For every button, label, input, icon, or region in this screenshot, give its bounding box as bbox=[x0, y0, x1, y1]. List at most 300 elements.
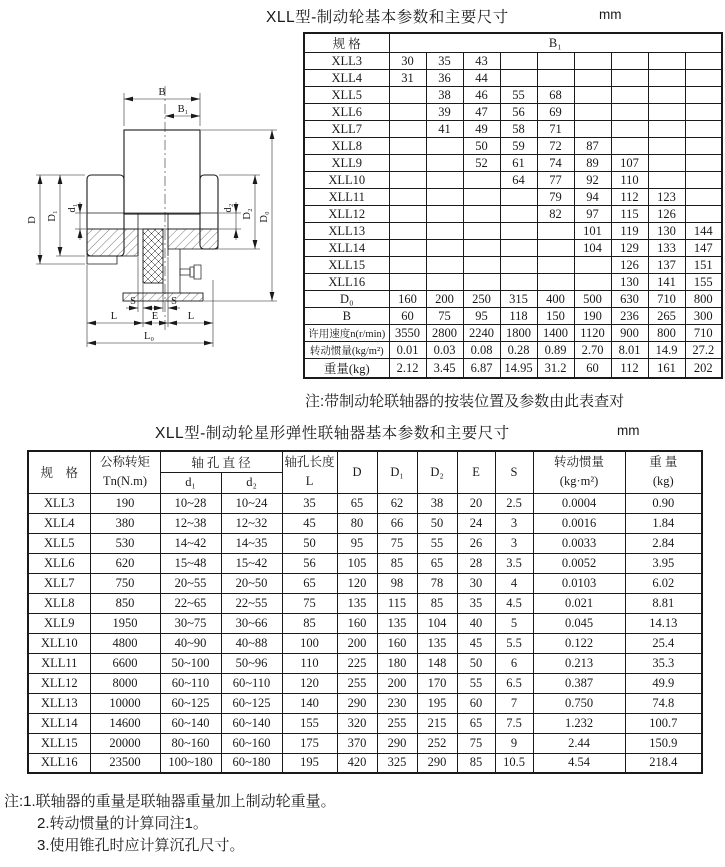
b1-value-cell bbox=[389, 189, 426, 206]
b1-value-cell: 52 bbox=[463, 155, 500, 172]
D-cell: 80 bbox=[337, 513, 377, 533]
inertia-cell: 0.0004 bbox=[533, 493, 625, 513]
table1-row bbox=[304, 257, 722, 274]
b1-value-cell bbox=[426, 223, 463, 240]
D-cell: 290 bbox=[337, 693, 377, 713]
spec-cell: XLL11 bbox=[28, 653, 90, 673]
b1-value-cell: 137 bbox=[648, 257, 685, 274]
b1-value-cell bbox=[611, 138, 648, 155]
b1-value-cell: 94 bbox=[574, 189, 611, 206]
table2-row bbox=[28, 513, 702, 533]
b1-value-cell bbox=[685, 206, 722, 223]
b1-value-cell bbox=[574, 87, 611, 104]
table2-d2-header: d₂ bbox=[221, 472, 282, 493]
value-cell: 3.45 bbox=[426, 359, 463, 379]
b1-value-cell bbox=[500, 189, 537, 206]
E-cell: 24 bbox=[457, 513, 495, 533]
b1-value-cell: 74 bbox=[537, 155, 574, 172]
d1-cell: 40~90 bbox=[160, 633, 221, 653]
table1-row bbox=[304, 70, 722, 87]
value-cell: 14.9 bbox=[648, 342, 685, 359]
d1-cell: 30~75 bbox=[160, 613, 221, 633]
weight-cell: 150.9 bbox=[625, 733, 702, 753]
torque-cell: 850 bbox=[90, 593, 160, 613]
E-cell: 85 bbox=[457, 753, 495, 773]
value-cell: 265 bbox=[648, 308, 685, 325]
b1-value-cell bbox=[500, 223, 537, 240]
b1-value-cell bbox=[648, 155, 685, 172]
b1-value-cell bbox=[426, 274, 463, 291]
d2-cell: 60~140 bbox=[221, 713, 282, 733]
d1-cell: 10~28 bbox=[160, 493, 221, 513]
b1-value-cell: 68 bbox=[537, 87, 574, 104]
b1-value-cell bbox=[389, 274, 426, 291]
value-cell: 112 bbox=[611, 359, 648, 379]
footnotes bbox=[4, 791, 336, 857]
b1-value-cell bbox=[611, 70, 648, 87]
bore-length-cell: 45 bbox=[282, 513, 337, 533]
D1-cell: 85 bbox=[377, 553, 417, 573]
table2-row bbox=[28, 573, 702, 593]
table1-note: 注:带制动轮联轴器的按装位置及参数由此表查对 bbox=[305, 393, 625, 410]
value-cell: 8.01 bbox=[611, 342, 648, 359]
dim-label-d2-cap: D₂ bbox=[242, 208, 253, 220]
b1-value-cell: 39 bbox=[426, 104, 463, 121]
weight-cell: 3.95 bbox=[625, 553, 702, 573]
b1-value-cell bbox=[463, 257, 500, 274]
b1-value-cell bbox=[426, 206, 463, 223]
b1-value-cell: 97 bbox=[574, 206, 611, 223]
b1-value-cell: 104 bbox=[574, 240, 611, 257]
b1-value-cell: 147 bbox=[685, 240, 722, 257]
value-cell: 250 bbox=[463, 291, 500, 308]
table1-bottom-row bbox=[304, 325, 722, 342]
b1-value-cell bbox=[685, 104, 722, 121]
weight-header-line1: 重 量 bbox=[649, 455, 678, 470]
bore-length-cell: 50 bbox=[282, 533, 337, 553]
coupling-section-drawing bbox=[22, 62, 300, 358]
b1-value-cell bbox=[426, 240, 463, 257]
b1-value-cell bbox=[685, 53, 722, 70]
inertia-cell: 0.0016 bbox=[533, 513, 625, 533]
value-cell: 202 bbox=[685, 359, 722, 379]
bore-length-cell: 175 bbox=[282, 733, 337, 753]
b1-value-cell bbox=[500, 70, 537, 87]
table2-row bbox=[28, 753, 702, 773]
b1-value-cell bbox=[611, 53, 648, 70]
table1-row bbox=[304, 155, 722, 172]
D-cell: 65 bbox=[337, 493, 377, 513]
D-cell: 320 bbox=[337, 713, 377, 733]
value-cell: 150 bbox=[537, 308, 574, 325]
value-cell: 0.28 bbox=[500, 342, 537, 359]
value-cell: 0.03 bbox=[426, 342, 463, 359]
table2-weight-header bbox=[625, 451, 702, 493]
D-cell: 420 bbox=[337, 753, 377, 773]
b1-value-cell: 101 bbox=[574, 223, 611, 240]
d1-cell: 22~65 bbox=[160, 593, 221, 613]
D2-cell: 215 bbox=[417, 713, 457, 733]
table2-row bbox=[28, 673, 702, 693]
b1-value-cell: 49 bbox=[463, 121, 500, 138]
table1-spec-header: 规 格 bbox=[304, 33, 389, 53]
D1-cell: 290 bbox=[377, 733, 417, 753]
spec-cell: XLL6 bbox=[304, 104, 389, 121]
spec-cell: XLL3 bbox=[28, 493, 90, 513]
D1-cell: 325 bbox=[377, 753, 417, 773]
D1-cell: 115 bbox=[377, 593, 417, 613]
value-cell: 75 bbox=[426, 308, 463, 325]
value-cell: 900 bbox=[611, 325, 648, 342]
value-cell: 500 bbox=[574, 291, 611, 308]
E-cell: 55 bbox=[457, 673, 495, 693]
table1-row bbox=[304, 240, 722, 257]
weight-cell: 2.84 bbox=[625, 533, 702, 553]
value-cell: 1120 bbox=[574, 325, 611, 342]
b1-value-cell bbox=[426, 138, 463, 155]
weight-cell: 8.81 bbox=[625, 593, 702, 613]
d2-cell: 14~35 bbox=[221, 533, 282, 553]
d1-cell: 50~100 bbox=[160, 653, 221, 673]
spec-cell: XLL8 bbox=[304, 138, 389, 155]
torque-cell: 380 bbox=[90, 513, 160, 533]
b1-value-cell bbox=[463, 240, 500, 257]
value-cell: 190 bbox=[574, 308, 611, 325]
bore-length-line1: 轴孔长度 bbox=[284, 455, 335, 470]
b1-value-cell bbox=[463, 189, 500, 206]
D-cell: 255 bbox=[337, 673, 377, 693]
table2-D1-header: D₁ bbox=[377, 451, 417, 493]
b1-value-cell bbox=[574, 70, 611, 87]
b1-value-cell bbox=[389, 257, 426, 274]
b1-value-cell bbox=[537, 274, 574, 291]
row-label-cell: 重量(kg) bbox=[304, 359, 389, 379]
bore-length-cell: 140 bbox=[282, 693, 337, 713]
dim-label-s-right: S bbox=[171, 296, 177, 307]
b1-value-cell: 110 bbox=[611, 172, 648, 189]
b1-value-cell bbox=[648, 53, 685, 70]
b1-value-cell bbox=[611, 121, 648, 138]
b1-value-cell: 46 bbox=[463, 87, 500, 104]
S-cell: 10.5 bbox=[495, 753, 533, 773]
table1-row bbox=[304, 172, 722, 189]
b1-value-cell: 107 bbox=[611, 155, 648, 172]
brake-wheel-table bbox=[303, 32, 723, 379]
table2-spec-header: 规 格 bbox=[28, 451, 90, 493]
bore-length-cell: 56 bbox=[282, 553, 337, 573]
torque-cell: 4800 bbox=[90, 633, 160, 653]
b1-value-cell bbox=[426, 155, 463, 172]
value-cell: 2240 bbox=[463, 325, 500, 342]
b1-value-cell bbox=[500, 240, 537, 257]
table2-row bbox=[28, 553, 702, 573]
value-cell: 236 bbox=[611, 308, 648, 325]
weight-header-line2: (kg) bbox=[652, 474, 674, 489]
value-cell: 161 bbox=[648, 359, 685, 379]
b1-value-cell: 36 bbox=[426, 70, 463, 87]
b1-value-cell bbox=[426, 189, 463, 206]
spec-cell: XLL12 bbox=[28, 673, 90, 693]
weight-cell: 0.90 bbox=[625, 493, 702, 513]
D2-cell: 104 bbox=[417, 613, 457, 633]
S-cell: 4.5 bbox=[495, 593, 533, 613]
b1-value-cell bbox=[389, 104, 426, 121]
b1-value-cell: 59 bbox=[500, 138, 537, 155]
S-cell: 4 bbox=[495, 573, 533, 593]
b1-value-cell: 141 bbox=[648, 274, 685, 291]
value-cell: 2.70 bbox=[574, 342, 611, 359]
bore-length-cell: 75 bbox=[282, 593, 337, 613]
b1-value-cell: 38 bbox=[426, 87, 463, 104]
value-cell: 0.08 bbox=[463, 342, 500, 359]
S-cell: 6 bbox=[495, 653, 533, 673]
value-cell: 315 bbox=[500, 291, 537, 308]
D2-cell: 78 bbox=[417, 573, 457, 593]
table1-title: XLL型-制动轮基本参数和主要尺寸 bbox=[266, 9, 509, 26]
table1-row bbox=[304, 223, 722, 240]
spec-cell: XLL14 bbox=[28, 713, 90, 733]
b1-value-cell: 133 bbox=[648, 240, 685, 257]
spec-cell: XLL7 bbox=[304, 121, 389, 138]
section-hatching bbox=[87, 229, 218, 283]
value-cell: 800 bbox=[685, 291, 722, 308]
b1-value-cell bbox=[685, 70, 722, 87]
E-cell: 26 bbox=[457, 533, 495, 553]
d1-cell: 60~110 bbox=[160, 673, 221, 693]
weight-cell: 35.3 bbox=[625, 653, 702, 673]
b1-value-cell: 123 bbox=[648, 189, 685, 206]
table1-bottom-row bbox=[304, 291, 722, 308]
table1-row bbox=[304, 206, 722, 223]
torque-cell: 190 bbox=[90, 493, 160, 513]
spec-cell: XLL5 bbox=[304, 87, 389, 104]
b1-value-cell bbox=[611, 87, 648, 104]
value-cell: 14.95 bbox=[500, 359, 537, 379]
b1-value-cell: 79 bbox=[537, 189, 574, 206]
b1-value-cell bbox=[685, 87, 722, 104]
spec-cell: XLL15 bbox=[304, 257, 389, 274]
E-cell: 40 bbox=[457, 613, 495, 633]
S-cell: 5 bbox=[495, 613, 533, 633]
b1-value-cell bbox=[648, 87, 685, 104]
d1-cell: 20~55 bbox=[160, 573, 221, 593]
table1-row bbox=[304, 53, 722, 70]
D2-cell: 252 bbox=[417, 733, 457, 753]
S-cell: 5.5 bbox=[495, 633, 533, 653]
b1-value-cell: 119 bbox=[611, 223, 648, 240]
b1-value-cell bbox=[574, 121, 611, 138]
b1-value-cell: 58 bbox=[500, 121, 537, 138]
b1-value-cell: 50 bbox=[463, 138, 500, 155]
spec-cell: XLL7 bbox=[28, 573, 90, 593]
value-cell: 0.01 bbox=[389, 342, 426, 359]
b1-value-cell: 115 bbox=[611, 206, 648, 223]
d2-cell: 30~66 bbox=[221, 613, 282, 633]
D1-cell: 62 bbox=[377, 493, 417, 513]
b1-value-cell bbox=[648, 121, 685, 138]
E-cell: 35 bbox=[457, 593, 495, 613]
D1-cell: 255 bbox=[377, 713, 417, 733]
b1-value-cell bbox=[648, 104, 685, 121]
D2-cell: 38 bbox=[417, 493, 457, 513]
b1-value-cell bbox=[463, 274, 500, 291]
value-cell: 3550 bbox=[389, 325, 426, 342]
b1-value-cell bbox=[611, 104, 648, 121]
b1-value-cell: 87 bbox=[574, 138, 611, 155]
spec-cell: XLL10 bbox=[28, 633, 90, 653]
value-cell: 300 bbox=[685, 308, 722, 325]
inertia-cell: 2.44 bbox=[533, 733, 625, 753]
S-cell: 3 bbox=[495, 533, 533, 553]
E-cell: 28 bbox=[457, 553, 495, 573]
table2-row bbox=[28, 613, 702, 633]
b1-value-cell: 151 bbox=[685, 257, 722, 274]
brake-wheel-table-body bbox=[304, 33, 722, 378]
d1-cell: 60~140 bbox=[160, 713, 221, 733]
E-cell: 20 bbox=[457, 493, 495, 513]
b1-value-cell bbox=[500, 257, 537, 274]
value-cell: 2.12 bbox=[389, 359, 426, 379]
inertia-header-line1: 转动惯量 bbox=[554, 455, 605, 470]
b1-value-cell bbox=[500, 274, 537, 291]
D1-cell: 160 bbox=[377, 633, 417, 653]
value-cell: 0.89 bbox=[537, 342, 574, 359]
torque-cell: 14600 bbox=[90, 713, 160, 733]
row-label-cell: B bbox=[304, 308, 389, 325]
bore-length-line2: L bbox=[305, 474, 314, 489]
table1-row bbox=[304, 274, 722, 291]
table2-torque-header bbox=[90, 451, 160, 493]
b1-value-cell: 41 bbox=[426, 121, 463, 138]
spec-cell: XLL16 bbox=[304, 274, 389, 291]
inertia-header-line2: (kg·m²) bbox=[559, 474, 599, 489]
bore-length-cell: 155 bbox=[282, 713, 337, 733]
dim-label-l0: L₀ bbox=[143, 331, 155, 342]
b1-value-cell bbox=[648, 172, 685, 189]
dim-label-d1: d₁ bbox=[67, 203, 78, 213]
E-cell: 50 bbox=[457, 653, 495, 673]
dim-label-d1-cap: D₁ bbox=[47, 210, 58, 222]
D2-cell: 148 bbox=[417, 653, 457, 673]
table1-row bbox=[304, 189, 722, 206]
b1-value-cell bbox=[426, 172, 463, 189]
D-cell: 160 bbox=[337, 613, 377, 633]
row-label-cell: D₀ bbox=[304, 291, 389, 308]
D2-cell: 290 bbox=[417, 753, 457, 773]
d2-cell: 20~50 bbox=[221, 573, 282, 593]
D-cell: 95 bbox=[337, 533, 377, 553]
torque-header-line1: 公称转矩 bbox=[99, 455, 150, 470]
D-cell: 225 bbox=[337, 653, 377, 673]
d2-cell: 22~55 bbox=[221, 593, 282, 613]
spec-cell: XLL9 bbox=[304, 155, 389, 172]
value-cell: 31.2 bbox=[537, 359, 574, 379]
D1-cell: 230 bbox=[377, 693, 417, 713]
b1-value-cell bbox=[389, 121, 426, 138]
table2-E-header: E bbox=[457, 451, 495, 493]
b1-value-cell: 43 bbox=[463, 53, 500, 70]
b1-value-cell: 72 bbox=[537, 138, 574, 155]
row-label-cell: 转动惯量(kg/m²) bbox=[304, 342, 389, 359]
table2-row bbox=[28, 653, 702, 673]
b1-value-cell: 47 bbox=[463, 104, 500, 121]
spec-cell: XLL13 bbox=[304, 223, 389, 240]
table2-inertia-header bbox=[533, 451, 625, 493]
b1-value-cell: 82 bbox=[537, 206, 574, 223]
bore-length-cell: 110 bbox=[282, 653, 337, 673]
table2-row bbox=[28, 633, 702, 653]
weight-cell: 1.84 bbox=[625, 513, 702, 533]
D2-cell: 55 bbox=[417, 533, 457, 553]
dim-label-e: E bbox=[151, 311, 159, 322]
table1-bottom-row bbox=[304, 342, 722, 359]
value-cell: 95 bbox=[463, 308, 500, 325]
b1-value-cell bbox=[685, 138, 722, 155]
table2-header-row1 bbox=[28, 451, 702, 472]
b1-value-cell: 155 bbox=[685, 274, 722, 291]
S-cell: 9 bbox=[495, 733, 533, 753]
E-cell: 30 bbox=[457, 573, 495, 593]
dim-label-d-cap: D bbox=[27, 216, 38, 224]
spec-cell: XLL12 bbox=[304, 206, 389, 223]
b1-value-cell bbox=[389, 206, 426, 223]
b1-value-cell bbox=[537, 223, 574, 240]
torque-cell: 23500 bbox=[90, 753, 160, 773]
inertia-cell: 0.0033 bbox=[533, 533, 625, 553]
spec-cell: XLL11 bbox=[304, 189, 389, 206]
S-cell: 7 bbox=[495, 693, 533, 713]
table2-row bbox=[28, 533, 702, 553]
table2-row bbox=[28, 733, 702, 753]
b1-value-cell: 31 bbox=[389, 70, 426, 87]
d2-cell: 15~42 bbox=[221, 553, 282, 573]
E-cell: 75 bbox=[457, 733, 495, 753]
table1-header-row bbox=[304, 33, 722, 53]
footnote-2: 2.转动惯量的计算同注1。 bbox=[37, 815, 208, 832]
d2-cell: 60~180 bbox=[221, 753, 282, 773]
value-cell: 1400 bbox=[537, 325, 574, 342]
b1-value-cell: 126 bbox=[611, 257, 648, 274]
inertia-cell: 1.232 bbox=[533, 713, 625, 733]
footnote-1: 注:1.联轴器的重量是联轴器重量加上制动轮重量。 bbox=[4, 793, 336, 810]
b1-value-cell: 55 bbox=[500, 87, 537, 104]
value-cell: 60 bbox=[389, 308, 426, 325]
D-cell: 200 bbox=[337, 633, 377, 653]
weight-cell: 14.13 bbox=[625, 613, 702, 633]
dim-label-b: B bbox=[158, 87, 166, 98]
table1-b1-header: B₁ bbox=[389, 33, 722, 53]
table1-bottom-row bbox=[304, 308, 722, 325]
b1-value-cell: 35 bbox=[426, 53, 463, 70]
b1-value-cell bbox=[389, 155, 426, 172]
b1-value-cell bbox=[389, 138, 426, 155]
table2-row bbox=[28, 713, 702, 733]
weight-cell: 74.8 bbox=[625, 693, 702, 713]
b1-value-cell bbox=[685, 121, 722, 138]
b1-value-cell: 129 bbox=[611, 240, 648, 257]
b1-value-cell bbox=[537, 257, 574, 274]
D1-cell: 66 bbox=[377, 513, 417, 533]
torque-cell: 750 bbox=[90, 573, 160, 593]
b1-value-cell bbox=[537, 70, 574, 87]
value-cell: 27.2 bbox=[685, 342, 722, 359]
torque-cell: 10000 bbox=[90, 693, 160, 713]
b1-value-cell: 92 bbox=[574, 172, 611, 189]
d1-cell: 80~160 bbox=[160, 733, 221, 753]
d2-cell: 40~88 bbox=[221, 633, 282, 653]
D1-cell: 200 bbox=[377, 673, 417, 693]
spec-cell: XLL8 bbox=[28, 593, 90, 613]
